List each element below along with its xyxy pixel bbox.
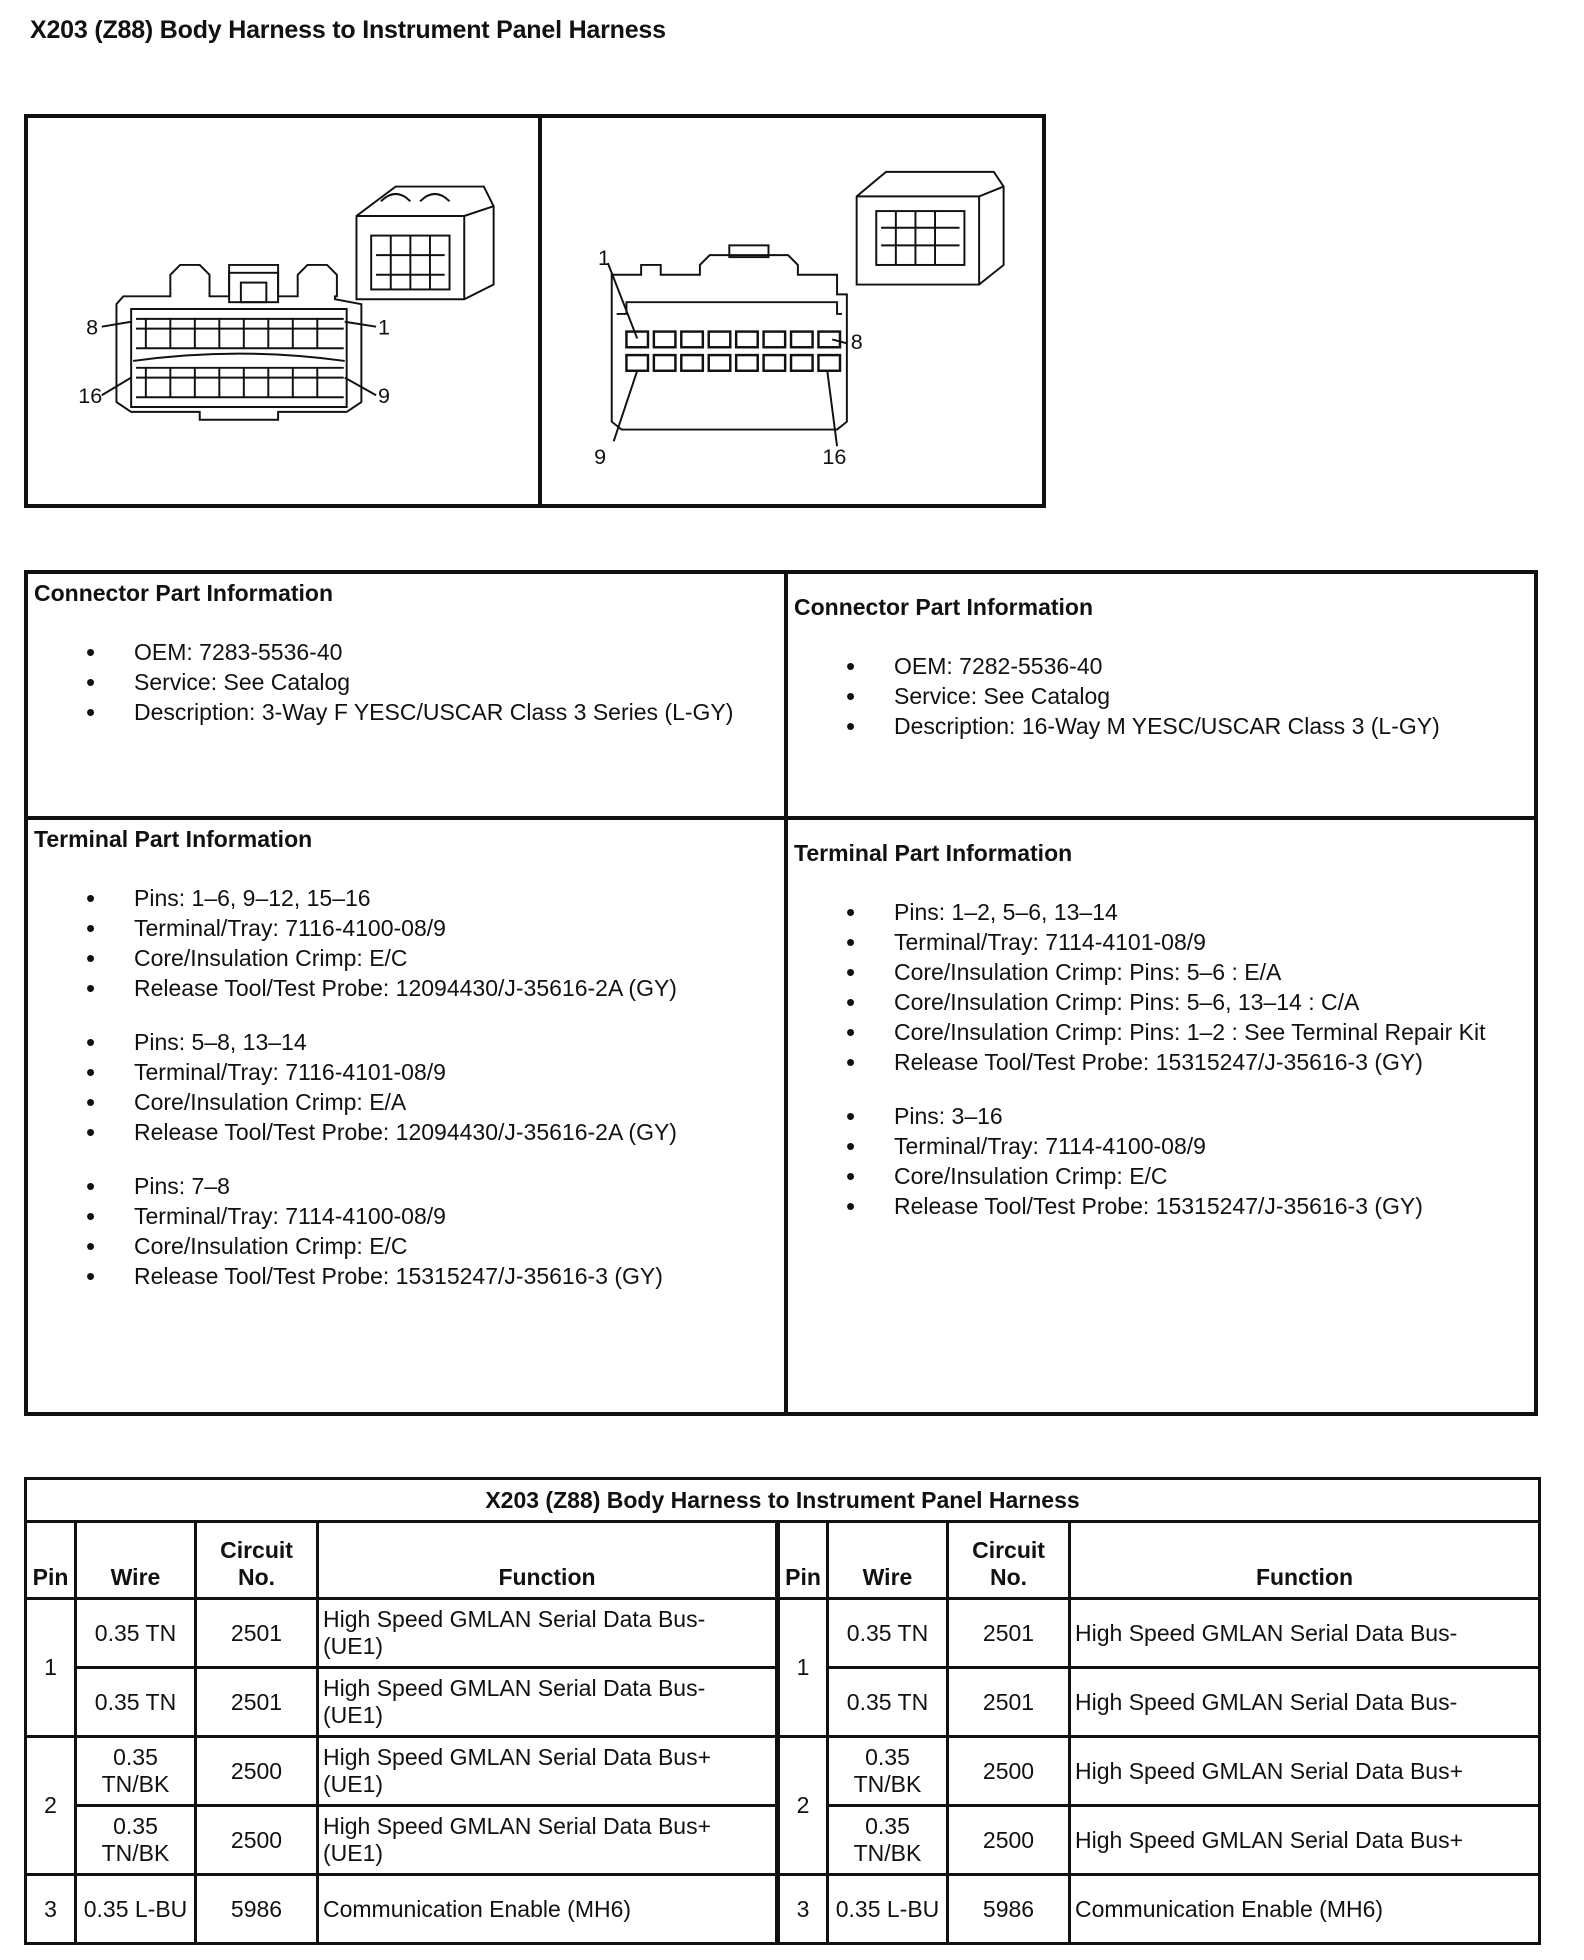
list-item: • Pins: 3–16 (794, 1101, 1534, 1131)
male-connector-iso-icon (857, 172, 1004, 285)
header-wire: Wire (76, 1522, 196, 1599)
terminal-info-heading: Terminal Part Information (34, 826, 313, 852)
table-caption: X203 (Z88) Body Harness to Instrument Panel Harness (26, 1479, 1540, 1522)
wire-cell: 0.35 L-BU (828, 1875, 948, 1944)
list-item: • Core/Insulation Crimp: E/C (34, 1231, 784, 1261)
wire-cell: 0.35 L-BU (76, 1875, 196, 1944)
list-item: • Release Tool/Test Probe: 15315247/J-35616-3 (GY) (794, 1191, 1534, 1221)
list-item: • Core/Insulation Crimp: E/C (794, 1161, 1534, 1191)
list-item: • Pins: 1–6, 9–12, 15–16 (34, 883, 784, 913)
wire-cell: 0.35 TN/BK (828, 1806, 948, 1875)
pin-label-8: 8 (850, 329, 863, 355)
female-connector-panel (28, 118, 542, 504)
terminal-info-left (28, 820, 788, 1412)
female-connector-iso-icon (356, 187, 493, 300)
connector-info-heading: Connector Part Information (34, 580, 334, 606)
list-item: • Description: 3-Way F YESC/USCAR Class 3 Series (L-GY) (34, 697, 784, 727)
pin-cell: 3 (26, 1875, 76, 1944)
terminal-group (794, 897, 1534, 1077)
table-row (26, 1599, 1540, 1668)
wire-cell: 0.35 TN/BK (76, 1737, 196, 1806)
wire-cell: 0.35 TN (828, 1599, 948, 1668)
function-cell: High Speed GMLAN Serial Data Bus- (UE1) (318, 1668, 778, 1737)
circuit-cell: 2501 (948, 1599, 1070, 1668)
list-item: • Release Tool/Test Probe: 15315247/J-35616-3 (GY) (34, 1261, 784, 1291)
list-item: • Pins: 1–2, 5–6, 13–14 (794, 897, 1534, 927)
list-item: • Core/Insulation Crimp: E/C (34, 943, 784, 973)
function-cell: High Speed GMLAN Serial Data Bus+ (UE1) (318, 1737, 778, 1806)
terminal-group (34, 883, 784, 1003)
wire-cell: 0.35 TN/BK (828, 1737, 948, 1806)
pin-cell: 3 (778, 1875, 828, 1944)
list-item: • Service: See Catalog (34, 667, 784, 697)
circuit-cell: 5986 (948, 1875, 1070, 1944)
header-pin: Pin (26, 1522, 76, 1599)
pin-cell: 1 (778, 1599, 828, 1737)
terminal-group (34, 1027, 784, 1147)
function-cell: High Speed GMLAN Serial Data Bus+ (UE1) (318, 1806, 778, 1875)
list-item: • Release Tool/Test Probe: 12094430/J-35616-2A (GY) (34, 1117, 784, 1147)
list-item: • Release Tool/Test Probe: 15315247/J-35616-3 (GY) (794, 1047, 1534, 1077)
pin-cell: 2 (26, 1737, 76, 1875)
list-item: • Core/Insulation Crimp: Pins: 5–6 : E/A (794, 957, 1534, 987)
pin-label-9: 9 (378, 383, 391, 409)
circuit-cell: 2501 (196, 1668, 318, 1737)
list-item: • Terminal/Tray: 7114-4101-08/9 (794, 927, 1534, 957)
female-connector-front-view (102, 265, 376, 420)
list-item: • Terminal/Tray: 7116-4101-08/9 (34, 1057, 784, 1087)
terminal-group (34, 1171, 784, 1291)
wire-cell: 0.35 TN (76, 1668, 196, 1737)
pin-cell: 1 (26, 1599, 76, 1737)
pin-label-16: 16 (822, 443, 847, 469)
list-item: • Core/Insulation Crimp: Pins: 1–2 : See Terminal Repair Kit (794, 1017, 1534, 1047)
pin-label-1: 1 (598, 244, 611, 270)
circuit-cell: 2501 (196, 1599, 318, 1668)
function-cell: Communication Enable (MH6) (318, 1875, 778, 1944)
wire-cell: 0.35 TN (76, 1599, 196, 1668)
pinout-table (24, 1477, 1541, 1945)
connector-info-list (34, 637, 784, 727)
list-item: • Pins: 5–8, 13–14 (34, 1027, 784, 1057)
page-title: X203 (Z88) Body Harness to Instrument Panel Harness (30, 16, 666, 44)
header-wire: Wire (828, 1522, 948, 1599)
function-cell: High Speed GMLAN Serial Data Bus+ (1070, 1806, 1540, 1875)
list-item: • Terminal/Tray: 7114-4100-08/9 (34, 1201, 784, 1231)
male-connector-panel (542, 118, 1042, 504)
circuit-cell: 2500 (196, 1806, 318, 1875)
function-cell: High Speed GMLAN Serial Data Bus- (1070, 1668, 1540, 1737)
header-function: Function (1070, 1522, 1540, 1599)
circuit-cell: 2500 (948, 1737, 1070, 1806)
list-item: • Terminal/Tray: 7114-4100-08/9 (794, 1131, 1534, 1161)
header-circuit: Circuit No. (948, 1522, 1070, 1599)
connector-info-list (794, 651, 1534, 741)
connector-diagram (24, 114, 1046, 508)
pin-cell: 2 (778, 1737, 828, 1875)
table-row (26, 1875, 1540, 1944)
pin-label-16: 16 (78, 383, 103, 409)
circuit-cell: 2501 (948, 1668, 1070, 1737)
function-cell: Communication Enable (MH6) (1070, 1875, 1540, 1944)
wire-cell: 0.35 TN/BK (76, 1806, 196, 1875)
terminal-info-right (788, 820, 1534, 1412)
male-connector-front-view (608, 245, 847, 446)
header-function: Function (318, 1522, 778, 1599)
list-item: • Release Tool/Test Probe: 12094430/J-35616-2A (GY) (34, 973, 784, 1003)
pin-label-1: 1 (378, 314, 391, 340)
connector-info-left (28, 574, 788, 820)
circuit-cell: 5986 (196, 1875, 318, 1944)
list-item: • OEM: 7283-5536-40 (34, 637, 784, 667)
list-item: • Description: 16-Way M YESC/USCAR Class 3 (L-GY) (794, 711, 1534, 741)
wire-cell: 0.35 TN (828, 1668, 948, 1737)
terminal-info-heading: Terminal Part Information (794, 840, 1073, 866)
function-cell: High Speed GMLAN Serial Data Bus+ (1070, 1737, 1540, 1806)
list-item: • OEM: 7282-5536-40 (794, 651, 1534, 681)
circuit-cell: 2500 (948, 1806, 1070, 1875)
list-item: • Core/Insulation Crimp: E/A (34, 1087, 784, 1117)
list-item: • Service: See Catalog (794, 681, 1534, 711)
list-item: • Terminal/Tray: 7116-4100-08/9 (34, 913, 784, 943)
circuit-cell: 2500 (196, 1737, 318, 1806)
header-circuit: Circuit No. (196, 1522, 318, 1599)
list-item: • Core/Insulation Crimp: Pins: 5–6, 13–14 : C/A (794, 987, 1534, 1017)
connector-info-heading: Connector Part Information (794, 594, 1094, 620)
table-row (26, 1737, 1540, 1806)
female-connector-drawing (28, 118, 538, 504)
list-item: • Pins: 7–8 (34, 1171, 784, 1201)
function-cell: High Speed GMLAN Serial Data Bus- (1070, 1599, 1540, 1668)
pin-label-8: 8 (86, 314, 99, 340)
function-cell: High Speed GMLAN Serial Data Bus- (UE1) (318, 1599, 778, 1668)
male-connector-drawing (542, 118, 1042, 504)
terminal-group (794, 1101, 1534, 1221)
header-pin: Pin (778, 1522, 828, 1599)
connector-info-right (788, 574, 1534, 820)
part-information-table (24, 570, 1538, 1416)
pin-label-9: 9 (594, 443, 607, 469)
